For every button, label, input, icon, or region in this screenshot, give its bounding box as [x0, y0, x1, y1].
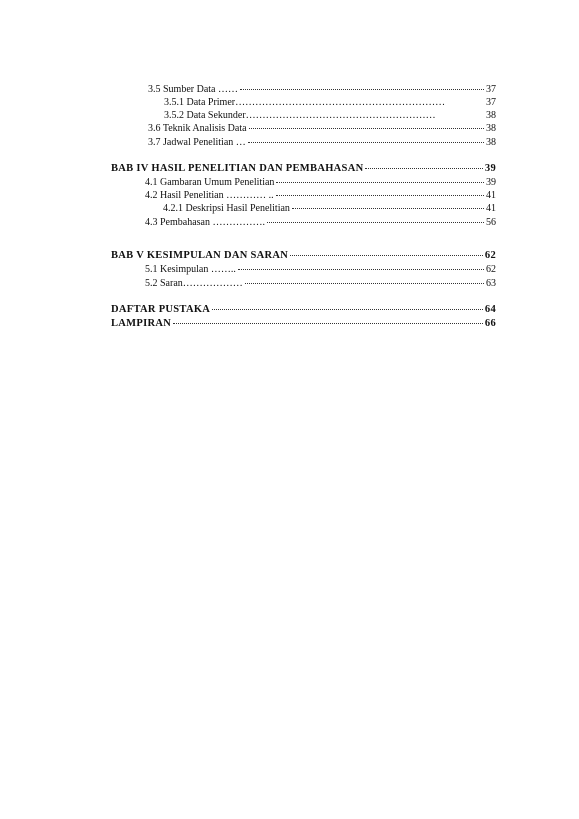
toc-entry-title: LAMPIRAN [111, 318, 172, 329]
toc-entry-3-6 [148, 123, 496, 135]
toc-leader-dots [365, 167, 482, 169]
toc-entry-page: 64 [484, 304, 496, 315]
toc-entry-title: 5.2 Saran……………… [145, 278, 243, 289]
toc-leader-dots [245, 282, 484, 284]
toc-entry-4-3 [145, 217, 496, 229]
toc-leader-dots [438, 115, 484, 116]
toc-entry-title: 5.1 Kesimpulan …….. [145, 264, 236, 275]
toc-entry-3-5-1 [164, 97, 496, 109]
toc-entry-3-5-2 [164, 110, 496, 122]
toc-daftar-pustaka [111, 304, 496, 316]
toc-entry-title: 4.3 Pembahasan ……………. [145, 217, 265, 228]
toc-leader-dots [292, 207, 484, 209]
toc-leader-dots [173, 322, 483, 324]
toc-entry-5-1 [145, 264, 496, 276]
toc-entry-page: 39 [484, 163, 496, 174]
toc-entry-3-7 [148, 137, 496, 149]
toc-leader-dots [276, 194, 484, 196]
toc-entry-title: 3.5.2 Data Sekunder………………………………………………… [164, 110, 436, 121]
toc-leader-dots [276, 181, 484, 183]
toc-entry-title: BAB V KESIMPULAN DAN SARAN [111, 250, 289, 261]
toc-entry-page: 66 [484, 318, 496, 329]
toc-leader-dots [238, 268, 484, 270]
toc-entry-page: 56 [486, 217, 496, 228]
toc-leader-dots [212, 308, 483, 310]
toc-entry-title: 3.5.1 Data Primer……………………………………………………… [164, 97, 446, 108]
toc-entry-title: DAFTAR PUSTAKA [111, 304, 211, 315]
toc-entry-4-2-1 [163, 203, 496, 215]
toc-entry-page: 37 [486, 97, 496, 108]
toc-entry-3-5 [148, 84, 496, 96]
toc-entry-page: 37 [486, 84, 496, 95]
toc-entry-title: 4.2 Hasil Penelitian ………… .. [145, 190, 274, 201]
toc-entry-title: BAB IV HASIL PENELITIAN DAN PEMBAHASAN [111, 163, 364, 174]
toc-leader-dots [290, 254, 483, 256]
toc-entry-page: 39 [486, 177, 496, 188]
toc-entry-page: 41 [486, 190, 496, 201]
toc-leader-dots [249, 127, 484, 129]
toc-entry-page: 62 [484, 250, 496, 261]
toc-entry-page: 38 [486, 123, 496, 134]
toc-entry-page: 38 [486, 110, 496, 121]
toc-entry-page: 62 [486, 264, 496, 275]
toc-entry-title: 3.7 Jadwal Penelitian … [148, 137, 246, 148]
toc-entry-page: 41 [486, 203, 496, 214]
toc-lampiran [111, 318, 496, 330]
toc-entry-5-2 [145, 278, 496, 290]
toc-chapter-bab-iv [111, 163, 496, 175]
toc-entry-page: 63 [486, 278, 496, 289]
toc-chapter-bab-v [111, 250, 496, 262]
toc-entry-title: 4.1 Gambaran Umum Penelitian [145, 177, 275, 188]
toc-entry-title: 3.5 Sumber Data …… [148, 84, 238, 95]
toc-entry-4-1 [145, 177, 496, 189]
toc-entry-title: 4.2.1 Deskripsi Hasil Penelitian [163, 203, 290, 214]
toc-entry-4-2 [145, 190, 496, 202]
toc-entry-title: 3.6 Teknik Analisis Data [148, 123, 247, 134]
toc-entry-page: 38 [486, 137, 496, 148]
toc-leader-dots [240, 88, 484, 90]
toc-leader-dots [447, 102, 484, 103]
toc-leader-dots [267, 221, 484, 223]
toc-leader-dots [248, 141, 484, 143]
